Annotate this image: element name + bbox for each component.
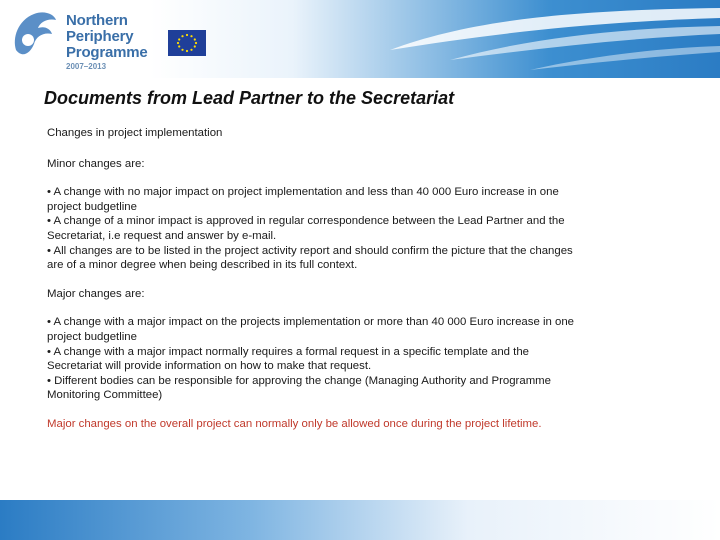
- header: [0, 0, 720, 78]
- major-changes-list: [47, 315, 587, 403]
- list-item: • A change with a major impact on the projects implementation or more than 40 000 Euro increase in one project budgetline: [47, 316, 574, 343]
- northern-periphery-logo: [10, 8, 150, 72]
- logo-years: 2007–2013: [66, 62, 107, 71]
- bird-logo-icon: [10, 10, 60, 62]
- slide-body: [47, 126, 587, 432]
- slide-title: Documents from Lead Partner to the Secretariat: [44, 88, 455, 108]
- eu-flag-icon: [168, 30, 206, 56]
- list-item: • All changes are to be listed in the project activity report and should confirm the picture that the changes are of a minor degree when being described in its full context.: [47, 244, 573, 272]
- section-subheading: Changes in project implementation: [47, 127, 223, 139]
- list-item: • Different bodies can be responsible for approving the change (Managing Authority and Programme Monitoring Committee): [47, 374, 552, 402]
- list-item: • A change with a major impact normally requires a formal request in a specific template and the Secretariat will provide information on how to make that request.: [47, 345, 529, 373]
- major-changes-note: Major changes on the overall project can normally only be allowed once during the project lifetime.: [47, 417, 542, 430]
- logo-text-periphery: Periphery: [66, 28, 134, 45]
- logo-text-northern: Northern: [66, 12, 128, 29]
- minor-changes-intro: Minor changes are:: [47, 157, 145, 170]
- header-banner: [150, 0, 720, 78]
- minor-changes-list: [47, 185, 587, 273]
- logo-text-programme: Programme: [66, 44, 148, 61]
- major-changes-intro: Major changes are:: [47, 287, 145, 300]
- wave-graphic: [150, 0, 720, 78]
- footer-banner: [0, 500, 720, 540]
- list-item: • A change with no major impact on project implementation and less than 40 000 Euro increase in one project budgetline: [47, 186, 559, 213]
- list-item: • A change of a minor impact is approved in regular correspondence between the Lead Partner and the Secretariat, i.e request and answer by e-mail.: [47, 215, 565, 242]
